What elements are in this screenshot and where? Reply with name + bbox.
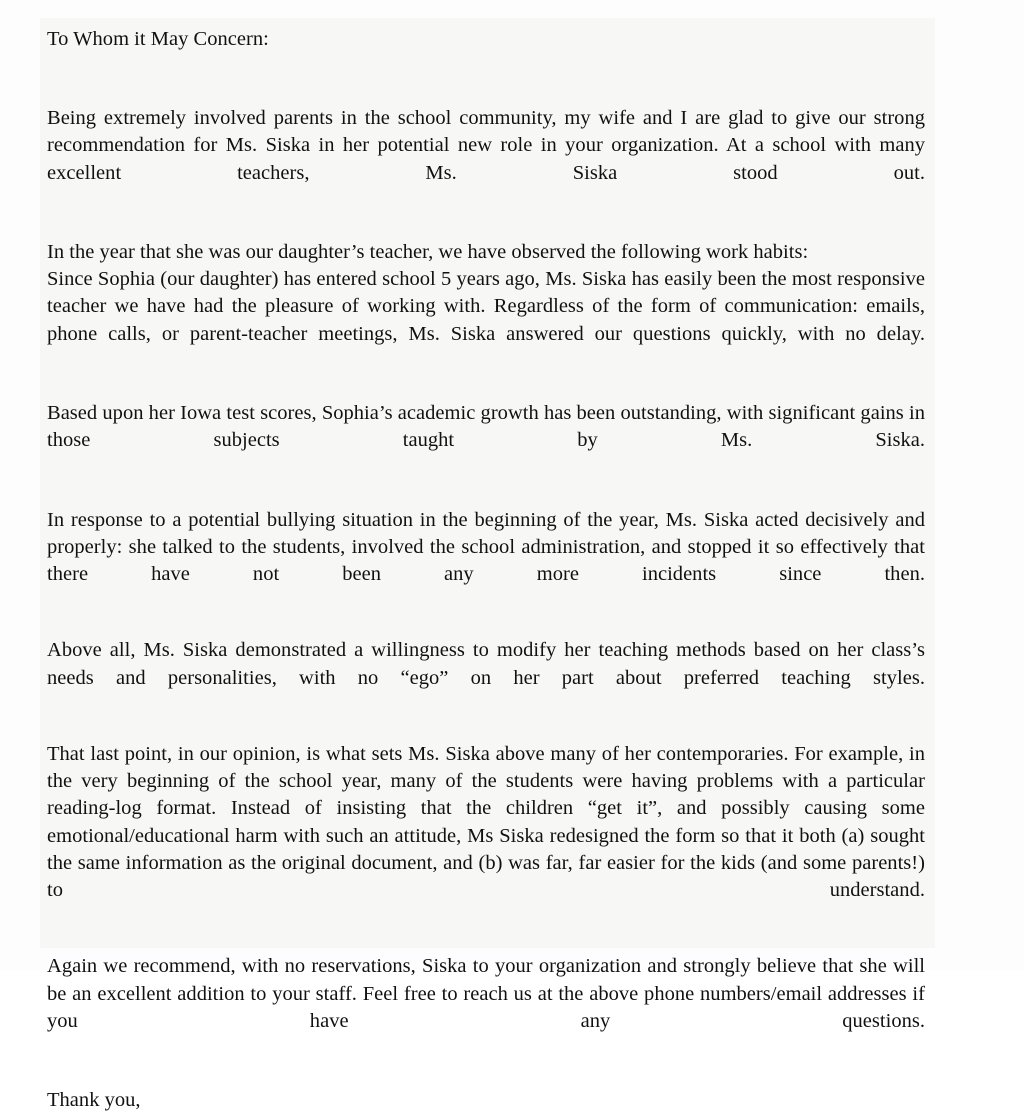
spacer [47, 1062, 925, 1087]
spacer [47, 931, 925, 953]
spacer [47, 214, 925, 239]
paragraph-reading-log-example: That last point, in our opinion, is what sets Ms. Siska above many of her contemporaries. For example, in the very beginning of the school year, many of the students were having problems with a particular reading-log format. Instead of insisting that the children “get it”, and possibly causing some emotional/educational harm with such an attitude, Ms Siska redesigned the form so that it both (a) sought the same information as the original document, and (b) was far, far easier for the kids (and some parents!) to understand. [47, 743, 925, 902]
work-habits-intro-line: In the year that she was our daughter’s teacher, we have observed the following work habits: [47, 241, 809, 264]
paragraph-academic-growth: Based upon her Iowa test scores, Sophia’s academic growth has been outstanding, with significant gains in those subjects taught by Ms. Siska. [47, 402, 925, 452]
spacer [47, 53, 925, 105]
spacer [47, 719, 925, 741]
closing-line: Thank you, [47, 1089, 141, 1112]
paragraph-responsiveness: Since Sophia (our daughter) has entered school 5 years ago, Ms. Siska has easily been the most responsive teacher we have had the pleasure of working with. Regardless of the form of communication: emails, phone calls, or parent-teacher meetings, Ms. Siska answered our questions quickly, with no delay. [47, 268, 925, 345]
salutation: To Whom it May Concern: [47, 28, 269, 50]
spacer [47, 482, 925, 507]
paragraph-intro-recommendation: Being extremely involved parents in the school community, my wife and I are glad to give our strong recommendation for Ms. Siska in her potential new role in your organization. At a school with many excellent teachers, Ms. Siska stood out. [47, 107, 925, 184]
paragraph-final-recommendation: Again we recommend, with no reservations, Siska to your organization and strongly believe that she will be an excellent addition to your staff. Feel free to reach us at the above phone numbers/email addresses if you have any questions. [47, 955, 925, 1032]
spacer [47, 615, 925, 637]
paragraph-teaching-flexibility: Above all, Ms. Siska demonstrated a willingness to modify her teaching methods based on her class’s needs and personalities, with no “ego” on her part about preferred teaching styles. [47, 639, 925, 689]
paragraph-bullying-response: In response to a potential bullying situation in the beginning of the year, Ms. Siska acted decisively and properly: she talked to the students, involved the school administration, and stopped it so effectively that there have not been any more incidents since then. [47, 508, 925, 586]
letter-body [47, 26, 925, 1115]
spacer [47, 375, 925, 400]
